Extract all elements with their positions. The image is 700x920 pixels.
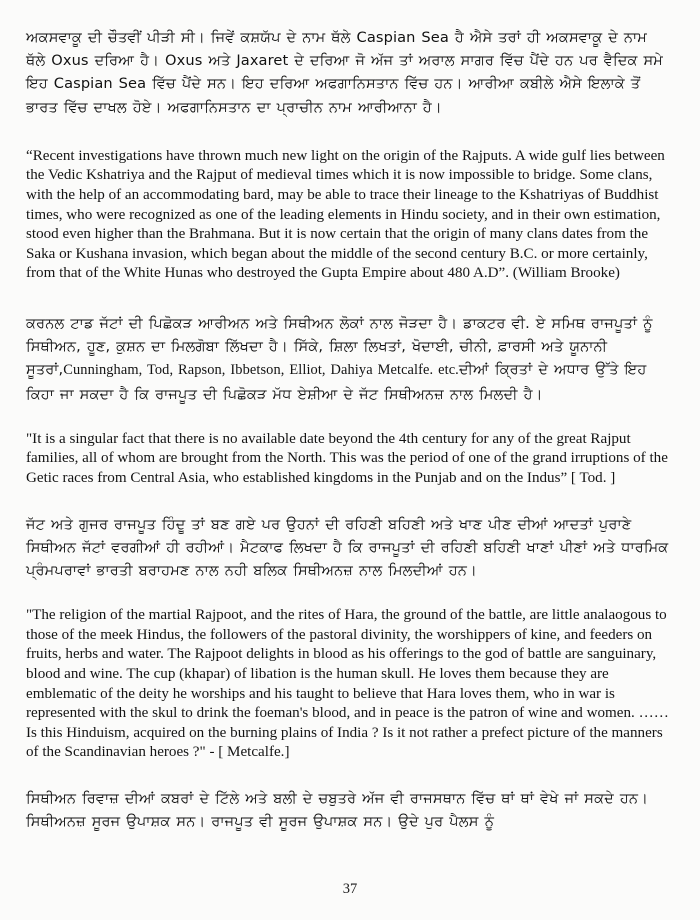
quotation-william-brooke: “Recent investigations have thrown much new light on the origin of the Rajputs. A wide gulf lies between the Vedic Kshatriya and the Rajput of medieval times which it is now impossible to bridge. Some clans, with the help of an accommodating bard, may be able to trace their lineage to the Kshatriyas of Buddhist times, who were recognized as one of the leading elements in Hindu society, and in their own estimation, stood even higher than the Brahmana. But it is now certain that the origin of many clans dates from the Saka or Kushana invasion, which began about the middle of the second century B.C. or more certainly, from that of the White Hunas who destroyed the Gupta Empire about 480 A.D”. (William Brooke)	[26, 147, 665, 282]
paragraph-gurmukhi-3: ਜੱਟ ਅਤੇ ਗੁਜਰ ਰਾਜਪੂਤ ਹਿੰਦੂ ਤਾਂ ਬਣ ਗਏ ਪਰ ਉਹਨਾਂ ਦੀ ਰਹਿਣੀ ਬਹਿਣੀ ਅਤੇ ਖਾਣ ਪੀਣ ਦੀਆਂ ਆਦਤਾਂ ਪੁਰਾਣੇ ਸਿਥੀਅਨ ਜੱਟਾਂ ਵਰਗੀਆਂ ਹੀ ਰਹੀਆਂ। ਮੈਟਕਾਫ ਲਿਖਦਾ ਹੈ ਕਿ ਰਾਜਪੂਤਾਂ ਦੀ ਰਹਿਣੀ ਬਹਿਣੀ ਖਾਣਾਂ ਪੀਣਾਂ ਅਤੇ ਧਾਰਮਿਕ ਪ੍ਰੰਮਪਰਾਵਾਂ ਭਾਰਤੀ ਬਰਾਹਮਣ ਨਾਲ ਨਹੀ ਬਲਿਕ ਸਿਥੀਅਨਜ਼ ਨਾਲ ਮਿਲਦੀਆਂ ਹਨ।	[26, 515, 669, 579]
paragraph-spacer	[26, 119, 672, 147]
paragraph-spacer	[26, 284, 672, 312]
paragraph-gurmukhi-4: ਸਿਥੀਅਨ ਰਿਵਾਜ਼ ਦੀਆਂ ਕਬਰਾਂ ਦੇ ਟਿੱਲੇ ਅਤੇ ਬਲੀ ਦੇ ਚਬੁਤਰੇ ਅੱਜ ਵੀ ਰਾਜਸਥਾਨ ਵਿੱਚ ਥਾਂ ਥਾਂ ਵੇਖੇ ਜਾਂ ਸਕਦੇ ਹਨ। ਸਿਥੀਅਨਜ਼ ਸੂਰਜ ਉਪਾਸ਼ਕ ਸਨ। ਰਾਜਪੂਤ ਵੀ ਸੂਰਜ ਉਪਾਸ਼ਕ ਸਨ। ਉਦੇ ਪੁਰ ਪੈਲਸ ਨੂੰ	[26, 789, 649, 831]
paragraph-spacer	[26, 489, 672, 513]
paragraph-gurmukhi-1: ਅਕਸਵਾਕੂ ਦੀ ਚੌਤਵੀਂ ਪੀੜੀ ਸੀ। ਜਿਵੇਂ ਕਸ਼ਯੱਪ ਦੇ ਨਾਮ ਥੱਲੇ Caspian Sea ਹੈ ਐਸੇ ਤਰਾਂ ਹੀ ਅਕਸਵਾਕੂ ਦੇ ਨਾਮ ਥੱਲੇ Oxus ਦਰਿਆ ਹੈ। Oxus ਅਤੇ Jaxaret ਦੇ ਦਰਿਆ ਜੋ ਅੱਜ ਤਾਂ ਅਰਾਲ ਸਾਗਰ ਵਿੱਚ ਪੈਂਦੇ ਹਨ ਪਰ ਵੈਦਿਕ ਸਮੇ ਇਹ Caspian Sea ਵਿੱਚ ਪੈਂਦੇ ਸਨ। ਇਹ ਦਰਿਆ ਅਫਗਾਨਿਸਤਾਨ ਵਿੱਚ ਹਨ। ਆਰੀਆ ਕਬੀਲੇ ਐਸੇ ਇਲਾਕੇ ਤੋਂ ਭਾਰਤ ਵਿੱਚ ਦਾਖਲ ਹੋਏ। ਅਫਗਾਨਿਸਤਾਨ ਦਾ ਪ੍ਰਾਚੀਨ ਨਾਮ ਆਰੀਆਨਾ ਹੈ।	[26, 29, 664, 116]
paragraph-spacer	[26, 763, 672, 787]
page-content	[26, 26, 672, 833]
quotation-metcalfe: "The religion of the martial Rajpoot, and the rites of Hara, the ground of the battle, are little analaogous to those of the meek Hindus, the followers of the pastoral divinity, the worshippers of kine, and feeders on fruits, herbs and water. The Rajpoot delights in blood as his offerings to the god of battle are sanguinary, blood and wine. The cup (khapar) of libation is the human skull. He loves them because they are emblematic of the deity he worships and his taught to believe that Hara loves them, who in war is represented with the skul to drink the foeman's blood, and in peace is the patron of wine and women. ……Is this Hinduism, acquired on the burning plains of India ? Is it not rather a prefect picture of the manners of the Scandinavian heroes ?" - [ Metcalfe.]	[26, 607, 669, 761]
paragraph-gurmukhi-2-author-list: Cunningham, Tod, Rapson, Ibbetson, Elliot, Dahiya Metcalfe. etc.	[63, 362, 459, 379]
paragraph-gurmukhi-2	[26, 312, 672, 406]
page-number: 37	[342, 881, 358, 897]
page-number-footer	[0, 880, 700, 898]
paragraph-gurmukhi-2-part1: ਕਰਨਲ ਟਾਡ ਜੱਟਾਂ ਦੀ ਪਿਛੋਕੜ ਆਰੀਅਨ ਅਤੇ ਸਿਥੀਅਨ ਲੋਕਾਂ ਨਾਲ ਜੋੜਦਾ ਹੈ। ਡਾਕਟਰ ਵੀ. ਏ ਸਮਿਥ ਰਾਜਪੂਤਾਂ ਨੂੰ ਸਿਥੀਅਨ, ਹੂਣ, ਕੁਸ਼ਨ ਦਾ ਮਿਲਗੋਬਾ ਲਿੱਖਦਾ ਹੈ। ਸਿੱਕੇ, ਸ਼ਿਲਾ ਲਿਖਤਾਂ, ਖੋਦਾਈ, ਚੀਨੀ, ਫ਼ਾਰਸੀ ਅਤੇ ਯੂਨਾਨੀ ਸੂਤਰਾਂ,	[26, 314, 653, 379]
paragraph-spacer	[26, 406, 672, 430]
quotation-tod: "It is a singular fact that there is no available date beyond the 4th century for any of the great Rajput families, all of whom are brought from the North. This was the period of one of the grand irruptions of the Getic races from Central Asia, who established kingdoms in the Punjab and on the Indus” [ Tod. ]	[26, 430, 668, 486]
paragraph-gurmukhi-2-part2: ਦੀਆਂ ਕ੍ਰਿਤਾਂ ਦੇ ਅਧਾਰ ਉੱਤੇ ਇਹ ਕਿਹਾ ਜਾ ਸਕਦਾ ਹੈ ਕਿ ਰਾਜਪੂਤ ਦੀ ਪਿਛੋਕੜ ਮੱਧ ਏਸ਼ੀਆ ਦੇ ਜੱਟ ਸਿਥੀਅਨਜ਼ ਨਾਲ ਮਿਲਦੀ ਹੈ।	[26, 361, 647, 403]
paragraph-spacer	[26, 582, 672, 606]
